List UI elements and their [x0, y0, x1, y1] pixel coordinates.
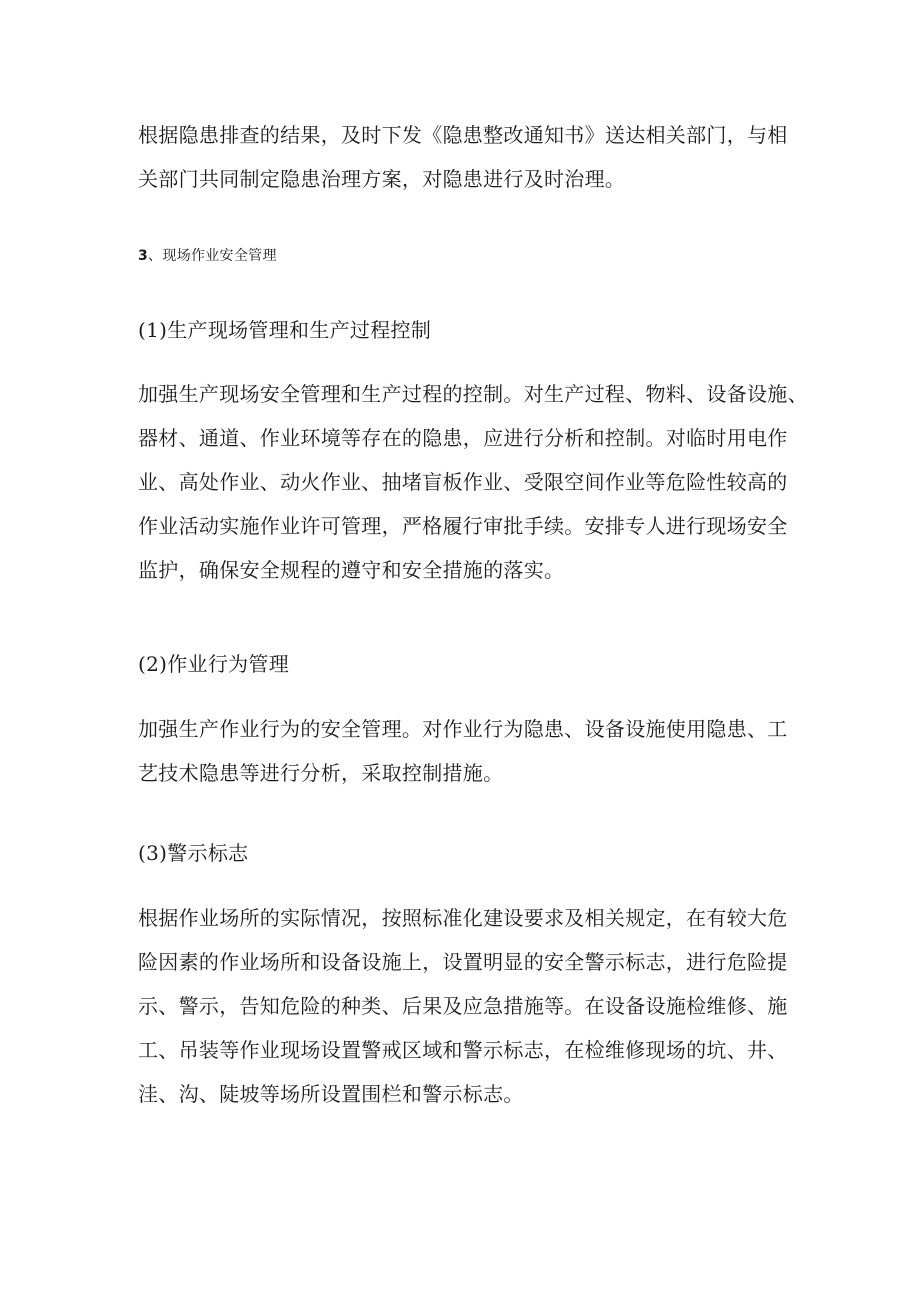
subsection-marker: (3): [138, 841, 168, 865]
section-3-heading: [138, 244, 277, 268]
paragraph-line: 监护，确保安全规程的遵守和安全措施的落实。: [138, 558, 565, 582]
subsection-3-heading: [138, 838, 248, 868]
paragraph-line: 工、吊装等作业现场设置警戒区域和警示标志，在检维修现场的坑、井、: [138, 1038, 788, 1062]
subsection-title: 警示标志: [167, 841, 249, 865]
paragraph-line: 关部门共同制定隐患治理方案，对隐患进行及时治理。: [138, 167, 626, 191]
paragraph-line: 作业活动实施作业许可管理，严格履行审批手续。安排专人进行现场安全: [138, 514, 788, 538]
subsection-2-paragraph: [138, 707, 788, 795]
intro-paragraph: [138, 113, 788, 201]
paragraph-line: 险因素的作业场所和设备设施上，设置明显的安全警示标志，进行危险提: [138, 950, 788, 974]
subsection-marker: (1): [138, 318, 168, 342]
paragraph-line: 业、高处作业、动火作业、抽堵盲板作业、受限空间作业等危险性较高的: [138, 470, 788, 494]
subsection-2-heading: [138, 649, 289, 679]
subsection-3-paragraph: [138, 896, 788, 1116]
paragraph-line: 示、警示，告知危险的种类、后果及应急措施等。在设备设施检维修、施: [138, 994, 788, 1018]
paragraph-line: 加强生产现场安全管理和生产过程的控制。对生产过程、物料、设备设施、: [138, 382, 808, 406]
section-number: 3: [138, 248, 149, 264]
subsection-1-heading: [138, 315, 431, 345]
paragraph-line: 加强生产作业行为的安全管理。对作业行为隐患、设备设施使用隐患、工: [138, 717, 788, 741]
subsection-title: 生产现场管理和生产过程控制: [167, 318, 432, 342]
paragraph-line: 器材、通道、作业环境等存在的隐患，应进行分析和控制。对临时用电作: [138, 426, 788, 450]
paragraph-line: 根据隐患排查的结果，及时下发《隐患整改通知书》送达相关部门，与相: [138, 123, 788, 147]
paragraph-line: 艺技术隐患等进行分析，采取控制措施。: [138, 761, 504, 785]
subsection-1-paragraph: [138, 372, 808, 592]
paragraph-line: 根据作业场所的实际情况，按照标准化建设要求及相关规定，在有较大危: [138, 906, 788, 930]
paragraph-line: 洼、沟、陡坡等场所设置围栏和警示标志。: [138, 1082, 524, 1106]
subsection-title: 作业行为管理: [167, 652, 290, 676]
subsection-marker: (2): [138, 652, 168, 676]
section-title: 、现场作业安全管理: [148, 248, 277, 264]
